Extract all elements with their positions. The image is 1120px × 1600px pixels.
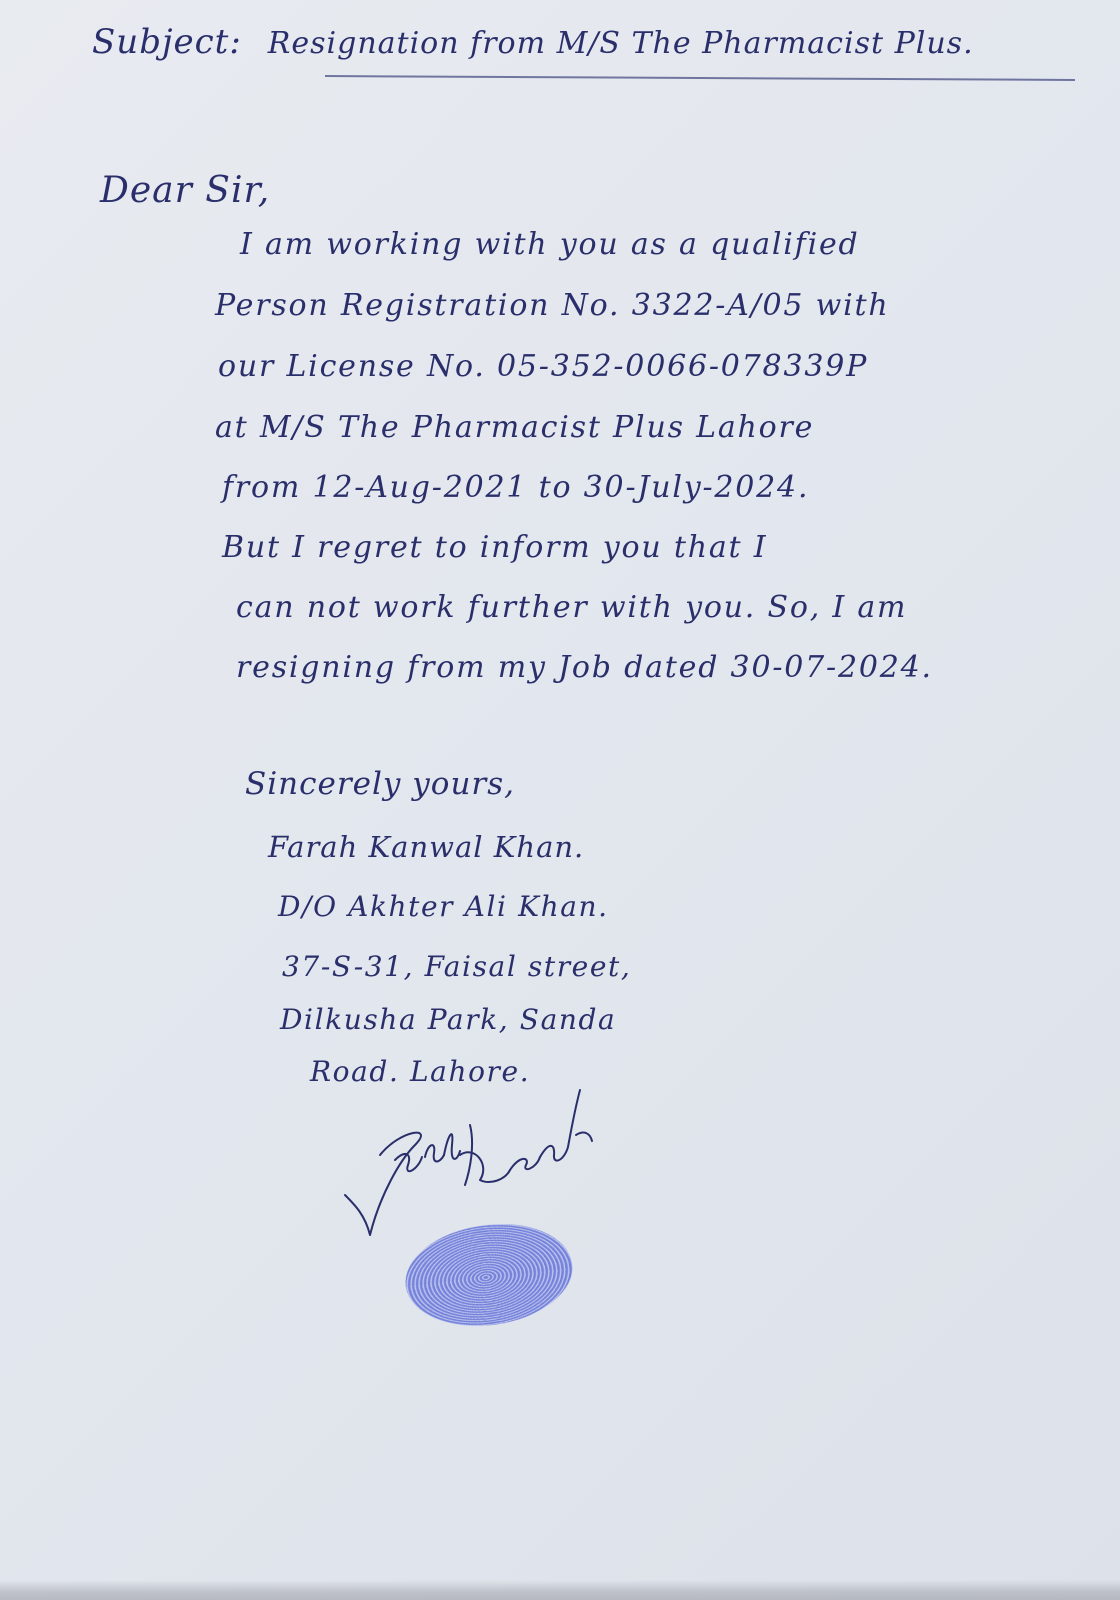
address-line: D/O Akhter Ali Khan. <box>278 890 609 923</box>
address-line: 37-S-31, Faisal street, <box>282 950 632 983</box>
subject-line <box>92 22 974 62</box>
body-line: But I regret to inform you that I <box>222 530 768 565</box>
closing: Sincerely yours, <box>245 766 515 802</box>
page-edge-shadow <box>0 1580 1120 1600</box>
body-line: resigning from my Job dated 30-07-2024. <box>236 650 933 685</box>
subject-underline <box>325 75 1075 81</box>
sender-name: Farah Kanwal Khan. <box>268 830 585 864</box>
body-line: Person Registration No. 3322-A/05 with <box>215 288 890 323</box>
body-line: can not work further with you. So, I am <box>236 590 908 625</box>
subject-label: Subject: <box>92 22 242 62</box>
address-line: Dilkusha Park, Sanda <box>280 1003 617 1036</box>
handwritten-signature <box>340 1085 620 1245</box>
body-line: I am working with you as a qualified <box>240 227 860 262</box>
body-line: from 12-Aug-2021 to 30-July-2024. <box>222 470 810 505</box>
subject-text: Resignation from M/S The Pharmacist Plus. <box>267 26 974 61</box>
salutation: Dear Sir, <box>100 170 271 211</box>
body-line: our License No. 05-352-0066-078339P <box>218 349 869 384</box>
body-line: at M/S The Pharmacist Plus Lahore <box>215 410 815 445</box>
address-line: Road. Lahore. <box>310 1055 531 1088</box>
